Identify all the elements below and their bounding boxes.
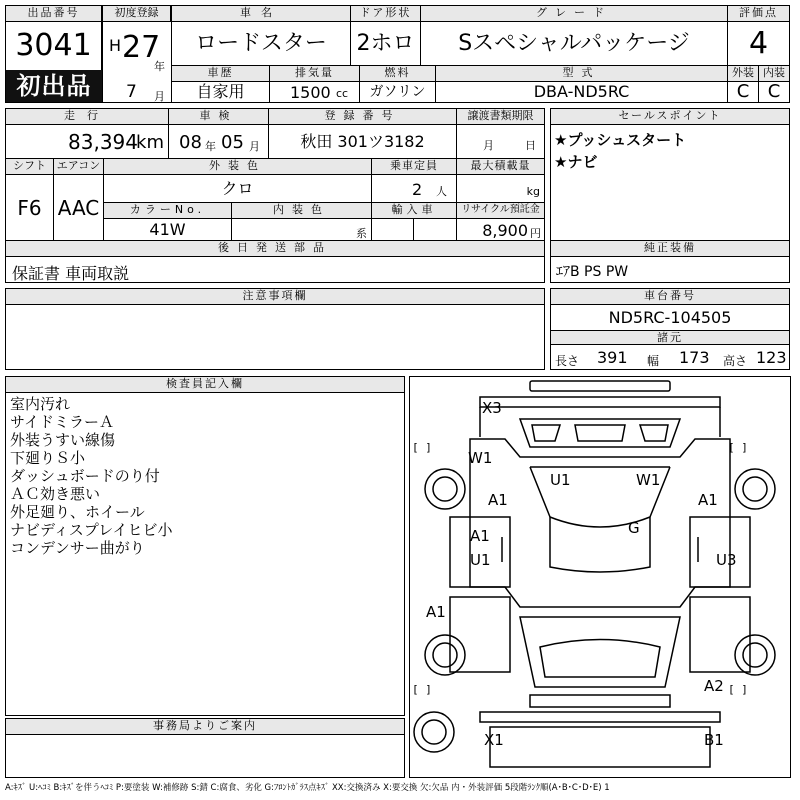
kg-unit: kg bbox=[526, 185, 540, 198]
fuel-label: 燃料 bbox=[360, 66, 436, 82]
kei-unit: 系 bbox=[356, 227, 367, 240]
width-label: 幅 bbox=[647, 354, 660, 368]
interior-grade: C bbox=[767, 81, 781, 102]
mark-a1-left-rear: A1 bbox=[426, 603, 446, 621]
note-line: サイドミラーＡ bbox=[10, 413, 114, 431]
inspection-cell bbox=[169, 125, 269, 159]
note-line: ダッシュボードのり付 bbox=[10, 467, 160, 485]
mark-w1-left: W1 bbox=[468, 449, 493, 467]
sales-point-label: セールスポイント bbox=[551, 109, 789, 125]
sales-point-2: ★ナビ bbox=[554, 153, 598, 171]
length-label: 長さ bbox=[555, 354, 580, 368]
mark-a1-left-front: A1 bbox=[488, 491, 508, 509]
first-listing-badge bbox=[6, 70, 102, 102]
recycle-label: リサイクル預託金 bbox=[457, 203, 544, 219]
displacement: 1500 bbox=[290, 83, 331, 102]
equipment-block bbox=[550, 241, 790, 283]
legend: A:ｷｽﾞ U:ﾍｺﾐ B:ｷｽﾞを伴うﾍｺﾐ P:要塗装 W:補修跡 S:錆 C:腐食、劣化 G:ﾌﾛﾝﾄｶﾞﾗｽ点ｷｽﾞ XX:交換済み X:要交換 欠:欠品 内・外装評価 5段階ﾗﾝｸ順(A･B･C･D･E) 1 bbox=[5, 783, 610, 793]
inspection-year: 08 bbox=[179, 132, 202, 153]
sales-point-block bbox=[550, 108, 790, 241]
color-number-label: カラーNo. bbox=[104, 203, 232, 219]
inspection-year-unit: 年 bbox=[205, 140, 216, 153]
vehicle-info-block bbox=[5, 108, 545, 283]
import-label: 輸入車 bbox=[372, 203, 457, 219]
max-load-label: 最大積載量 bbox=[457, 159, 544, 175]
equipment-label: 純正装備 bbox=[551, 241, 789, 257]
note-line: 外足廻り、ホイール bbox=[10, 503, 145, 521]
height: 123 bbox=[756, 348, 787, 367]
year-unit: 年 bbox=[154, 60, 165, 73]
color-number: 41W bbox=[104, 219, 232, 241]
interior-color-label: 内装色 bbox=[232, 203, 372, 219]
note-line: 外装うすい線傷 bbox=[10, 431, 116, 449]
displacement-cell bbox=[270, 82, 360, 102]
chassis-number-label: 車台番号 bbox=[551, 289, 789, 305]
inspection-label: 車検 bbox=[169, 109, 269, 125]
exterior-color-label: 外装色 bbox=[104, 159, 372, 175]
aircon-label: エアコン bbox=[54, 159, 104, 175]
interior-color-cell bbox=[232, 219, 372, 241]
width: 173 bbox=[679, 348, 710, 367]
note-line: ナビディスプレイヒビ小 bbox=[10, 521, 173, 539]
km-unit: km bbox=[136, 132, 164, 153]
mark-x3: X3 bbox=[482, 399, 502, 417]
shift-label: シフト bbox=[6, 159, 54, 175]
person-unit: 人 bbox=[436, 185, 447, 198]
chassis-number: ND5RC-104505 bbox=[551, 305, 789, 331]
bracket-right: [ ] bbox=[728, 441, 748, 454]
note-line: 室内汚れ bbox=[10, 395, 71, 413]
specs-label: 諸元 bbox=[551, 331, 789, 345]
car-name-label: 車名 bbox=[172, 6, 351, 22]
history-label: 車歴 bbox=[172, 66, 270, 82]
lot-number-label: 出品番号 bbox=[6, 6, 102, 22]
aircon: AAC bbox=[54, 175, 104, 241]
era: H bbox=[109, 36, 122, 55]
chassis-block bbox=[550, 288, 790, 370]
score: 4 bbox=[728, 22, 789, 66]
score-label: 評価点 bbox=[728, 6, 789, 22]
inspector-notes-label: 検査員記入欄 bbox=[6, 377, 404, 393]
mileage-cell bbox=[6, 125, 169, 159]
equipment-items: ｴｱB PS PW bbox=[556, 264, 629, 280]
sales-point-1: ★プッシュスタート bbox=[554, 131, 687, 149]
bracket-left-rear: [ ] bbox=[412, 683, 432, 696]
transfer-month-unit: 月 bbox=[483, 139, 494, 152]
later-parts-label: 後日発送部品 bbox=[6, 241, 544, 257]
model-label: 型式 bbox=[436, 66, 728, 82]
first-registration-label: 初度登録 bbox=[103, 6, 171, 22]
exterior-label: 外装 bbox=[728, 66, 759, 82]
capacity-label: 乗車定員 bbox=[372, 159, 457, 175]
exterior-grade: C bbox=[728, 82, 759, 102]
history: 自家用 bbox=[172, 82, 270, 102]
grade: Sスペシャルパッケージ bbox=[421, 22, 728, 66]
lot-number: 3041 bbox=[6, 22, 102, 70]
office-notice-label: 事務局よりご案内 bbox=[6, 719, 404, 735]
door-type: 2ホロ bbox=[351, 22, 421, 66]
note-line: ＡＣ効き悪い bbox=[10, 485, 101, 503]
fuel: ガソリン bbox=[360, 82, 436, 102]
registration-month: 7 bbox=[126, 82, 137, 102]
inspection-month: 05 bbox=[221, 132, 244, 153]
capacity-cell bbox=[372, 175, 457, 203]
mark-w1-top: W1 bbox=[636, 471, 661, 489]
cautions-block bbox=[5, 288, 545, 370]
car-diagram-block bbox=[409, 376, 791, 778]
import-cell-a bbox=[372, 219, 414, 241]
mark-a1-right-front: A1 bbox=[698, 491, 718, 509]
inspector-notes-block bbox=[5, 376, 405, 716]
transfer-deadline-cell bbox=[457, 125, 544, 159]
plate-label: 登録番号 bbox=[269, 109, 457, 125]
max-load-cell bbox=[457, 175, 544, 203]
displacement-label: 排気量 bbox=[270, 66, 360, 82]
note-line: 下廻りＳ小 bbox=[10, 449, 86, 467]
cc-unit: cc bbox=[336, 87, 349, 100]
capacity: 2 bbox=[412, 180, 423, 199]
grade-label: グレード bbox=[421, 6, 728, 22]
import-cell-b bbox=[414, 219, 457, 241]
mark-u1-top: U1 bbox=[550, 471, 571, 489]
cautions-label: 注意事項欄 bbox=[6, 289, 544, 305]
registration-year: 27 bbox=[122, 30, 161, 65]
yen-unit: 円 bbox=[530, 227, 541, 240]
mark-g: G bbox=[628, 519, 640, 537]
length: 391 bbox=[597, 348, 628, 367]
bracket-left: [ ] bbox=[412, 441, 432, 454]
recycle-fee: 8,900 bbox=[482, 221, 528, 240]
exterior-color: クロ bbox=[104, 175, 372, 203]
bracket-right-rear: [ ] bbox=[728, 683, 748, 696]
car-name: ロードスター bbox=[172, 22, 351, 66]
interior-label: 内装 bbox=[759, 66, 789, 82]
later-parts: 保証書 車両取説 bbox=[12, 264, 130, 283]
mileage: 83,394 bbox=[68, 130, 138, 154]
mark-u3-right: U3 bbox=[716, 551, 737, 569]
height-label: 高さ bbox=[723, 354, 748, 368]
first-listing-text: 初出品 bbox=[16, 72, 92, 100]
recycle-cell bbox=[457, 219, 544, 241]
shift: F6 bbox=[6, 175, 54, 241]
model: DBA-ND5RC bbox=[436, 82, 728, 102]
mark-b1: B1 bbox=[704, 731, 724, 749]
mark-u1-left: U1 bbox=[470, 551, 491, 569]
mark-a1-left: A1 bbox=[470, 527, 490, 545]
header-block bbox=[5, 5, 790, 103]
inspector-notes-list bbox=[6, 395, 172, 557]
mark-a2: A2 bbox=[704, 677, 724, 695]
car-diagram bbox=[410, 377, 790, 777]
mileage-label: 走行 bbox=[6, 109, 169, 125]
note-line: コンデンサー曲がり bbox=[10, 539, 145, 557]
inspection-month-unit: 月 bbox=[249, 140, 260, 153]
office-notice-block bbox=[5, 718, 405, 778]
month-unit: 月 bbox=[154, 90, 165, 103]
door-label: ドア形状 bbox=[351, 6, 421, 22]
plate-number: 秋田 301ツ3182 bbox=[269, 125, 457, 159]
transfer-day-unit: 日 bbox=[525, 139, 536, 152]
mark-x1: X1 bbox=[484, 731, 504, 749]
transfer-deadline-label: 譲渡書類期限 bbox=[457, 109, 544, 125]
